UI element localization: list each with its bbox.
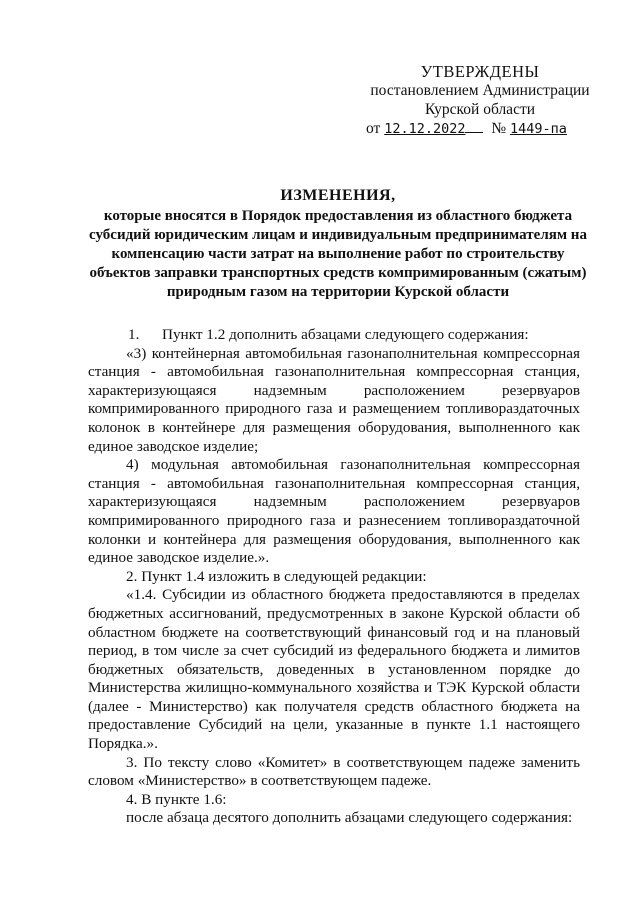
paragraph-sub-3: «3) контейнерная автомобильная газонаполнительная компрессорная станция - автомобильная газонаполнительная компрессорная станция, характеризующаяся надземным расположением резервуаров компримированного природного газа и размещением топливораздаточных колонок в контейнере для размещения оборудования, выполненного как единое заводское изделие; [88,344,580,455]
heading-subtitle: которые вносятся в Порядок предоставления из областного бюджета субсидий юридическим лицам и индивидуальным предпринимателям на компенсацию части затрат на выполнение работ по строительству объектов заправки транспортных средств компримированным (сжатым) природным газом на территории Курской области [89,208,587,300]
paragraph-item-1 [88,326,580,345]
approval-line-2: Курской области [424,101,536,118]
paragraph-item-4-text: после абзаца десятого дополнить абзацами следующего содержания: [126,809,573,827]
paragraph-item-2: 2. Пункт 1.4 изложить в следующей редакции: [126,567,427,585]
approval-block [360,62,600,139]
paragraph-item-4: 4. В пункте 1.6: [126,790,227,808]
document-heading [88,186,588,302]
heading-title: ИЗМЕНЕНИЯ, [280,187,396,204]
paragraph-clause-1-4: «1.4. Субсидии из областного бюджета предоставляются в пределах бюджетных ассигнований, предусмотренных в законе Курской области об областном бюджете на соответствующий финансовый год и на плановый период, в том числе за счет субсидий из федерального бюджета и лимитов бюджетных обязательств, доведенных в установленном порядке до Министерства жилищно-коммунального хозяйства и ТЭК Курской области (далее - Министерство) как получателя средств областного бюджета на предоставление Субсидий на цели, указанные в пункте 1.1 настоящего Порядка.». [88,586,580,753]
approval-title: УТВЕРЖДЕНЫ [420,62,540,81]
paragraph-item-3: 3. По тексту слово «Комитет» в соответствующем падеже заменить словом «Министерство» в соответствующем падеже. [88,753,580,790]
approval-number: 1449-па [510,121,567,137]
date-prefix: от [366,120,381,137]
paragraph-sub-4: 4) модульная автомобильная газонаполнительная компрессорная станция - автомобильная газонаполнительная компрессорная станция, характеризующаяся надземным расположением резервуаров компримированного природного газа и разнесением топливораздаточной колонки и контейнера для размещения оборудования, выполненного как единое заводское изделие.». [88,456,580,567]
approval-line-1: постановлением Администрации [370,82,590,99]
approval-date-line [360,119,600,139]
approval-date: 12.12.2022 [384,121,466,137]
document-body [88,326,580,828]
date-underline [465,132,483,133]
item-1-text: Пункт 1.2 дополнить абзацами следующего содержания: [162,326,529,343]
number-prefix: № [491,120,507,137]
item-1-number: 1. [128,326,140,343]
